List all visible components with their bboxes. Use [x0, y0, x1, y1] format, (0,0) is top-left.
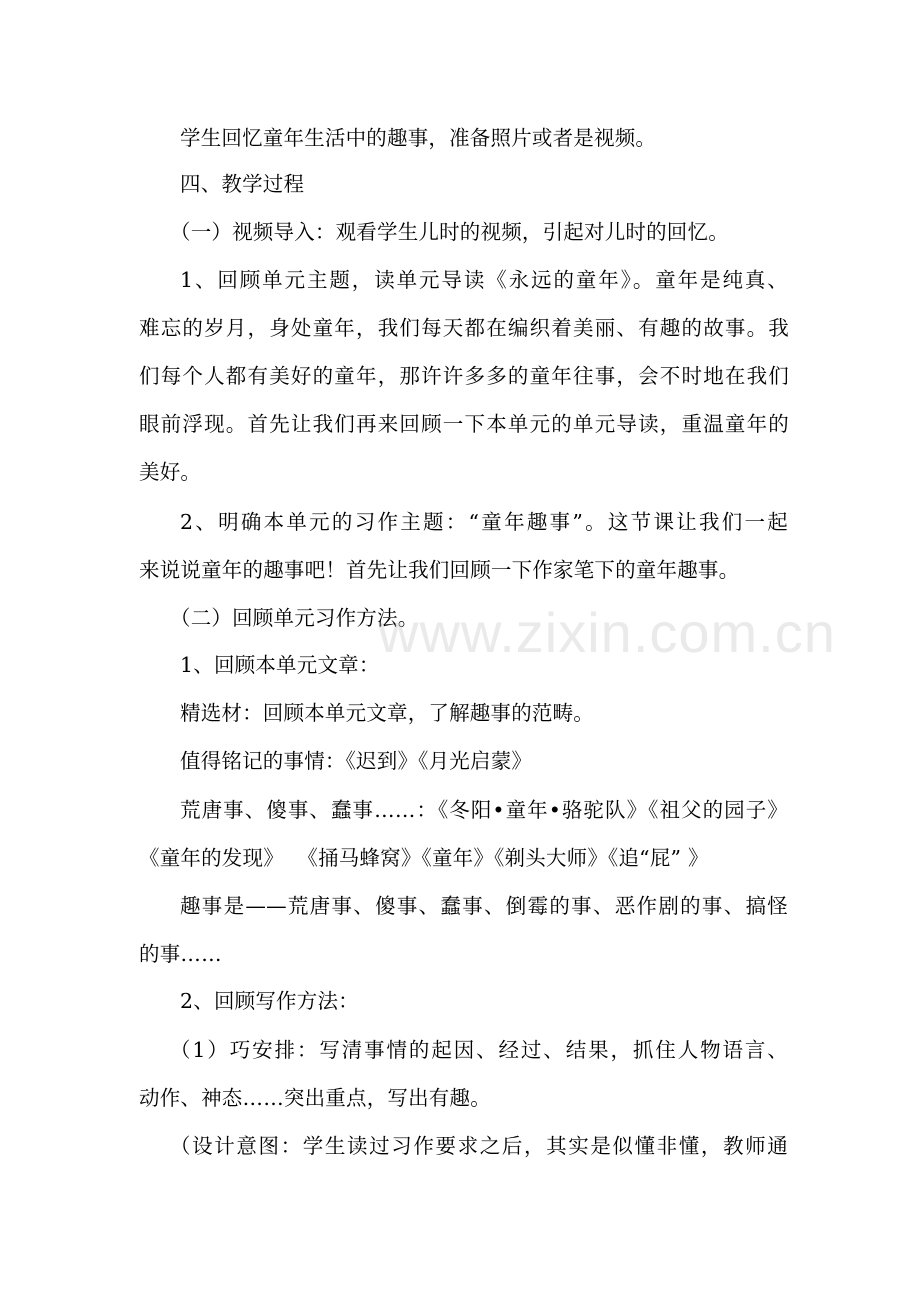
- paragraph-line: 动作、神态……突出重点，写出有趣。: [139, 1086, 491, 1110]
- paragraph-line: 的事……: [139, 942, 222, 966]
- paragraph-line: 美好。: [139, 460, 202, 484]
- paragraph-line: （1）巧安排：写清事情的起因、经过、结果，抓住人物语言、: [170, 1038, 788, 1062]
- paragraph-line: （设计意图：学生读过习作要求之后，其实是似懂非懂，教师通: [170, 1134, 788, 1158]
- paragraph-line: 《童年的发现》 《捅马蜂窝》《童年》《剃头大师》《追“屁” 》: [139, 846, 709, 870]
- paragraph-line: 精选材：回顾本单元文章，了解趣事的范畴。: [180, 701, 594, 725]
- paragraph-line: 来说说童年的趣事吧！首先让我们回顾一下作家笔下的童年趣事。: [139, 558, 740, 582]
- paragraph-line: 趣事是——荒唐事、傻事、蠢事、倒霉的事、恶作剧的事、搞怪: [180, 894, 788, 918]
- subsection-heading-review-methods: （二）回顾单元习作方法。: [170, 606, 419, 630]
- paragraph-line: 眼前浮现。首先让我们再来回顾一下本单元的单元导读，重温童年的: [139, 412, 789, 436]
- list-item-heading: 2、回顾写作方法：: [180, 989, 359, 1013]
- section-heading-teaching-process: 四、教学过程: [180, 172, 305, 196]
- paragraph-line: 1、回顾单元主题，读单元导读《永远的童年》。童年是纯真、: [180, 268, 788, 292]
- paragraph-line: 值得铭记的事情：《迟到》《月光启蒙》: [180, 749, 533, 773]
- paragraph-line: 们每个人都有美好的童年，那许许多多的童年往事，会不时地在我们: [139, 364, 789, 388]
- subsection-heading-video-intro: （一）视频导入：观看学生儿时的视频，引起对儿时的回忆。: [170, 220, 729, 244]
- list-item-heading: 1、回顾本单元文章：: [180, 653, 380, 677]
- watermark-text: www.zixin.com.cn: [378, 601, 836, 664]
- paragraph-line: 2、明确本单元的习作主题：“童年趣事”。这节课让我们一起: [180, 510, 788, 534]
- paragraph-line: 难忘的岁月，身处童年，我们每天都在编织着美丽、有趣的故事。我: [139, 316, 789, 340]
- paragraph-line: 荒唐事、傻事、蠢事……：《冬阳•童年•骆驼队》《祖父的园子》: [180, 798, 788, 822]
- text-line-prep: 学生回忆童年生活中的趣事，准备照片或者是视频。: [180, 126, 657, 150]
